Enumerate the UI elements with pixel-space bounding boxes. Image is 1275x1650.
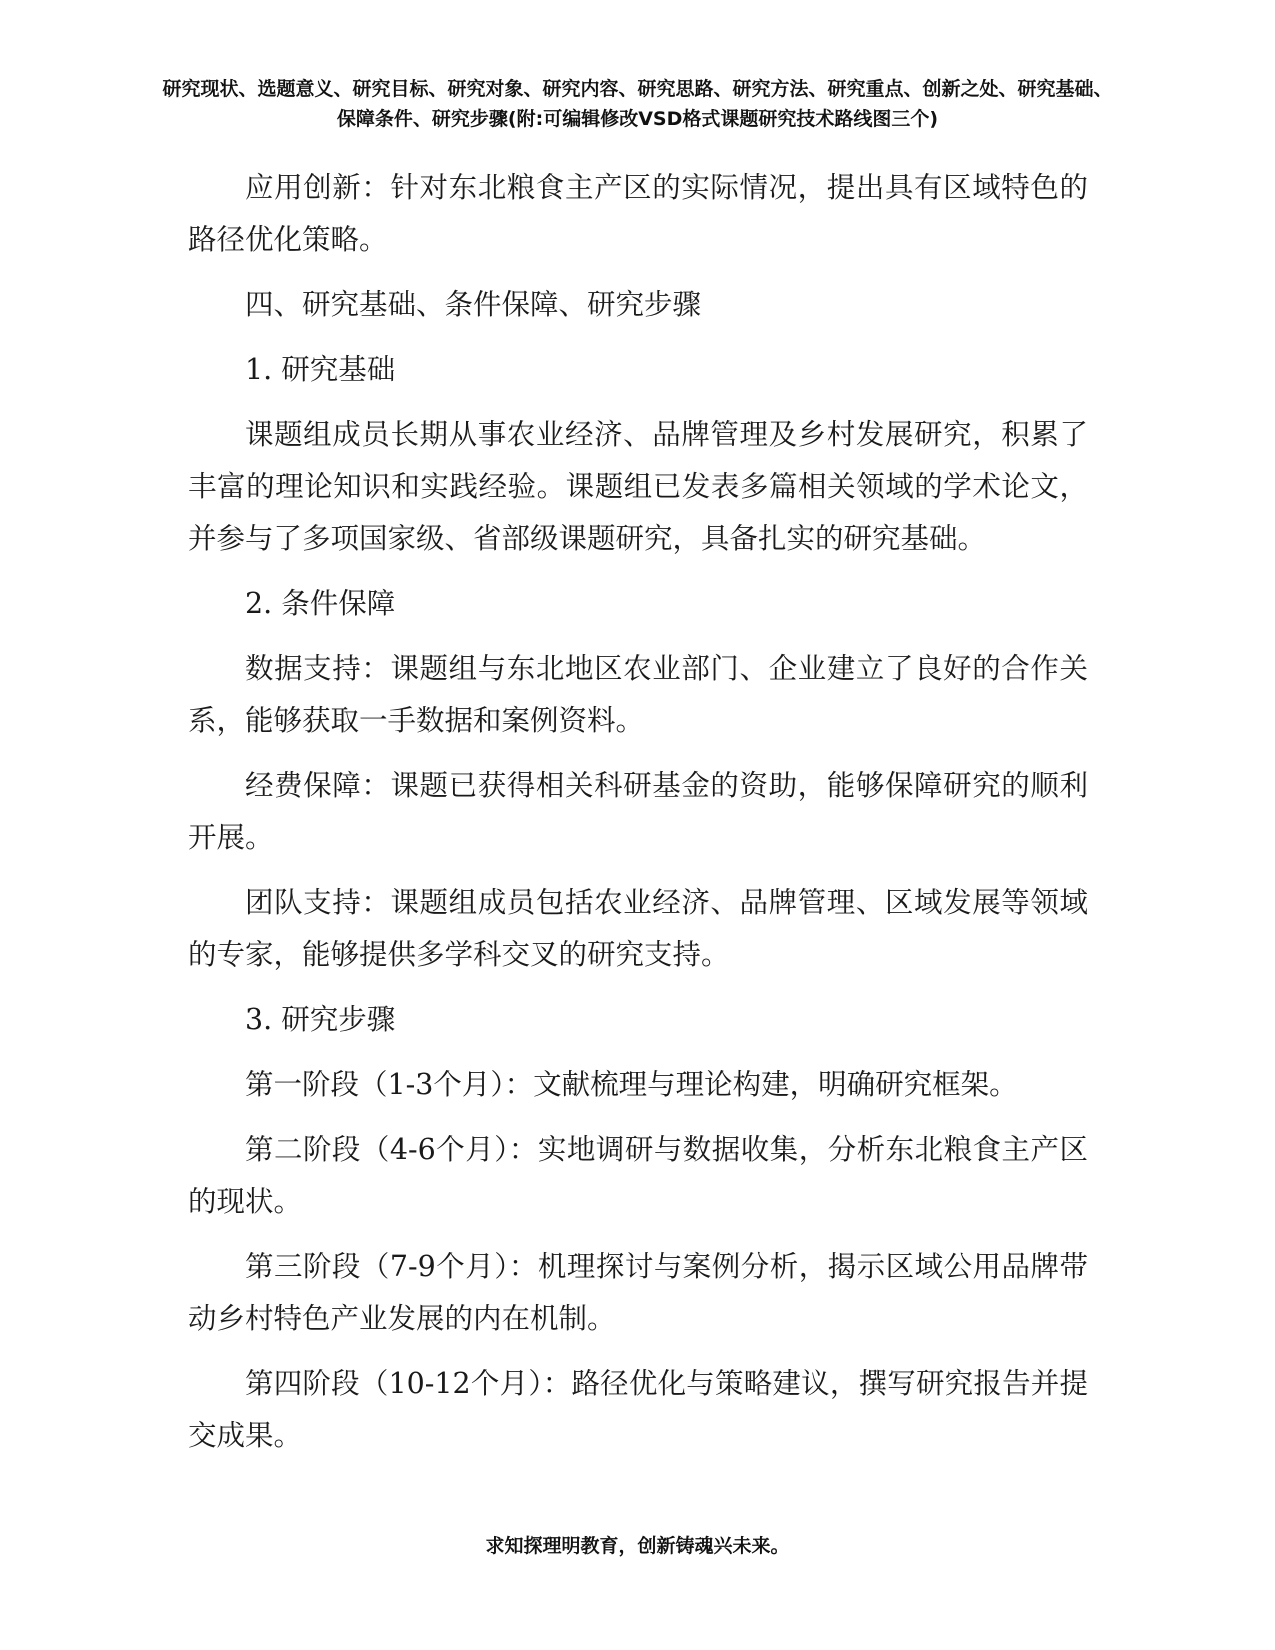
paragraph-funding: 经费保障：课题已获得相关科研基金的资助，能够保障研究的顺利开展。 (188, 769, 1088, 854)
subheading-research-steps: 3. 研究步骤 (245, 1003, 396, 1036)
paragraph-stage-3: 第三阶段（7-9个月）：机理探讨与案例分析，揭示区域公用品牌带动乡村特色产业发展的内在机制。 (188, 1250, 1088, 1335)
paragraph-team-support: 团队支持：课题组成员包括农业经济、品牌管理、区域发展等领域的专家，能够提供多学科交叉的研究支持。 (188, 886, 1088, 971)
page-footer: 求知探理明教育，创新铸魂兴未来。 (485, 1535, 790, 1557)
paragraph-stage-4: 第四阶段（10-12个月）：路径优化与策略建议，撰写研究报告并提交成果。 (188, 1367, 1088, 1452)
paragraph-research-basis: 课题组成员长期从事农业经济、品牌管理及乡村发展研究，积累了丰富的理论知识和实践经验。课题组已发表多篇相关领域的学术论文，并参与了多项国家级、省部级课题研究，具备扎实的研究基础。 (188, 418, 1088, 555)
page-header: 研究现状、选题意义、研究目标、研究对象、研究内容、研究思路、研究方法、研究重点、创新之处、研究基础、保障条件、研究步骤(附:可编辑修改VSD格式课题研究技术路线图三个) (162, 78, 1113, 130)
paragraph-stage-2: 第二阶段（4-6个月）：实地调研与数据收集，分析东北粮食主产区的现状。 (188, 1133, 1088, 1218)
paragraph-stage-1: 第一阶段（1-3个月）：文献梳理与理论构建，明确研究框架。 (245, 1068, 1018, 1101)
subheading-research-basis: 1. 研究基础 (245, 353, 396, 386)
subheading-conditions: 2. 条件保障 (245, 587, 396, 620)
document-body (188, 162, 1088, 1475)
paragraph-application-innovation: 应用创新：针对东北粮食主产区的实际情况，提出具有区域特色的路径优化策略。 (188, 171, 1088, 256)
section-heading-4: 四、研究基础、条件保障、研究步骤 (245, 288, 702, 321)
paragraph-data-support: 数据支持：课题组与东北地区农业部门、企业建立了良好的合作关系，能够获取一手数据和案例资料。 (188, 652, 1088, 737)
